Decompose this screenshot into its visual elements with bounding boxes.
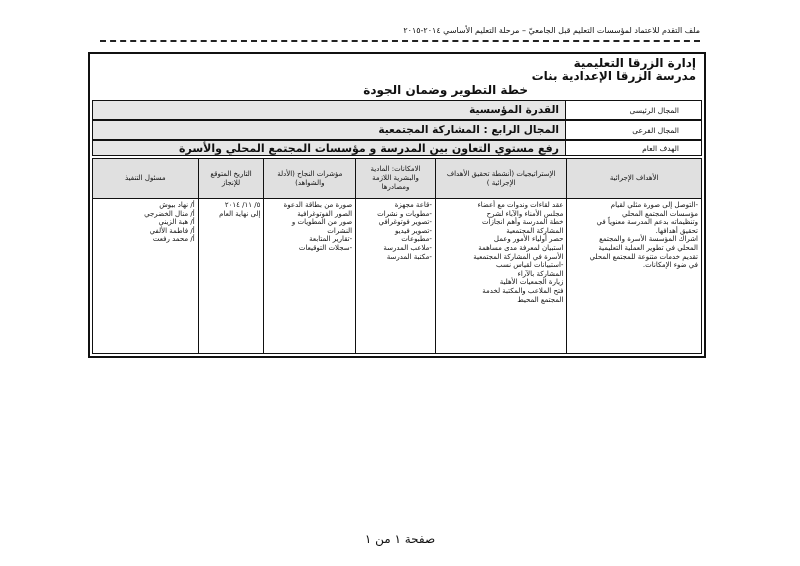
cell-line: أ/ محمد رفعت (152, 235, 195, 244)
cell-line: المجتمع المحيط (517, 295, 564, 304)
cell-line: المشاركة بالآراء (517, 269, 564, 278)
school-name: مدرسة الزرقا الإعدادية بنات (531, 69, 696, 83)
cell-line: تحقيق أهدافها. (655, 226, 698, 235)
cell-line: الصور الفوتوغرافية (297, 209, 353, 218)
main-field-label: المجال الرئيسى (565, 101, 701, 119)
indicators-header: مؤشرات النجاح (الأدلة والشواهد) (264, 159, 355, 199)
objectives-header: الأهداف الإجرائية (567, 159, 701, 199)
main-field-value: القدرة المؤسسية (93, 101, 565, 119)
cell-line: أ/ نهاد بيوش (159, 201, 195, 209)
general-goal-label: الهدف العام (565, 141, 701, 155)
cell-line: الأسرة في المشاركة المجتمعية (473, 252, 564, 261)
cell-line: -مطبوعات (401, 235, 432, 244)
cell-line: -استبيانات لقياس نسب (495, 261, 564, 270)
sub-field-label: المجال الفرعى (565, 121, 701, 139)
cell-line: إلى نهاية العام (219, 209, 261, 218)
date-header: التاريخ المتوقع للإنجاز (199, 159, 264, 199)
resources-header: الامكانات: المادية والبشرية اللازمة ومصادرها (356, 159, 435, 199)
cell-line: وتنظيماته بدعم المدرسة معنوياً في (596, 218, 698, 227)
cell-line: النشرات (327, 226, 353, 235)
cell-line: أ/ فاطمة الألفي (149, 226, 195, 235)
objectives-cell (567, 199, 701, 353)
cell-line: -مكتبة المدرسة (386, 252, 432, 261)
plan-table (92, 158, 702, 354)
cell-line: -قاعة مجهزة (394, 201, 432, 209)
cell-line: -ملاعب المدرسة (383, 243, 432, 252)
header-divider (100, 40, 700, 42)
cell-line: المحلي في تطوير العملية التعليمية (598, 243, 698, 252)
sub-field-value: المجال الرابع : المشاركة المجتمعية (93, 121, 565, 139)
indicators-cell (264, 199, 355, 353)
title-block (90, 54, 704, 98)
cell-line: مؤسسات المجتمع المحلي (622, 209, 698, 218)
cell-line: صورة من بطاقة الدعوة (283, 201, 353, 209)
cell-line: فتح الملاعب والمكتبة لخدمة (482, 286, 564, 295)
general-goal-row (92, 140, 702, 156)
cell-line: في ضوء الإمكانات. (642, 261, 698, 270)
indicators-column (263, 159, 355, 353)
cell-line: -تقارير المتابعة (309, 235, 353, 244)
cell-line: حصر أولياء الأمور وعمل (493, 235, 564, 244)
cell-line: اشراك المؤسسة الأسرة والمجتمع (599, 235, 698, 244)
responsible-cell (93, 199, 198, 353)
cell-line: -مطويات و نشرات (377, 209, 432, 218)
objectives-column (566, 159, 701, 353)
cell-line: -تصوير فوتوغرافي (378, 218, 432, 227)
date-cell (199, 199, 264, 353)
cell-line: -سجلات التوقيعات (298, 243, 353, 252)
cell-line: أ/ هبة الزيني (158, 218, 195, 227)
cell-line: عقد لقاءات وندوات مع أعضاء (477, 201, 564, 209)
plan-title: خطة التطوير وضمان الجودة (363, 83, 528, 97)
page-number: صفحة ١ من ١ (364, 532, 436, 546)
strategies-column (435, 159, 567, 353)
directorate-name: إدارة الزرقا التعليمية (573, 56, 696, 70)
cell-line: خطة المدرسة وأهم انجازات (482, 218, 564, 227)
general-goal-value: رفع مستوي التعاون بين المدرسة و مؤسسات المجتمع المحلي والأسرة (93, 141, 565, 155)
sub-field-row (92, 120, 702, 140)
main-field-row (92, 100, 702, 120)
cell-line: تقديم خدمات متنوعة للمجتمع المحلي (589, 252, 698, 261)
responsible-header: مسئول التنفيذ (93, 159, 198, 199)
strategies-header: الإستراتيجيات (أنشطة تحقيق الأهداف الإجرائية ) (436, 159, 567, 199)
cell-line: استبيان لمعرفة مدى مساهمة (478, 243, 564, 252)
date-column (198, 159, 264, 353)
cell-line: مجلس الأمناء والآباء لشرح (486, 209, 564, 218)
resources-cell (356, 199, 435, 353)
cell-line: صور من المطويات و (291, 218, 353, 227)
cell-line: ٥/ ١١/ ٢٠١٤ (224, 201, 261, 209)
responsible-column (93, 159, 198, 353)
resources-column (355, 159, 435, 353)
cell-line: -تصوير فيديو (394, 226, 432, 235)
document-header: ملف التقدم للاعتماد لمؤسسات التعليم قبل الجامعيّ – مرحلة التعليم الأساسي ٢٠١٤-٢٠١٥ (403, 26, 700, 35)
cell-line: -التوصل إلى صورة مثلي لقيام (610, 201, 698, 209)
plan-frame (88, 52, 706, 358)
cell-line: زيارة الجمعيات الأهلية (499, 278, 564, 287)
cell-line: المشاركة المجتمعية (506, 226, 564, 235)
cell-line: أ/ منال الخضرجي (144, 209, 195, 218)
strategies-cell (436, 199, 567, 353)
